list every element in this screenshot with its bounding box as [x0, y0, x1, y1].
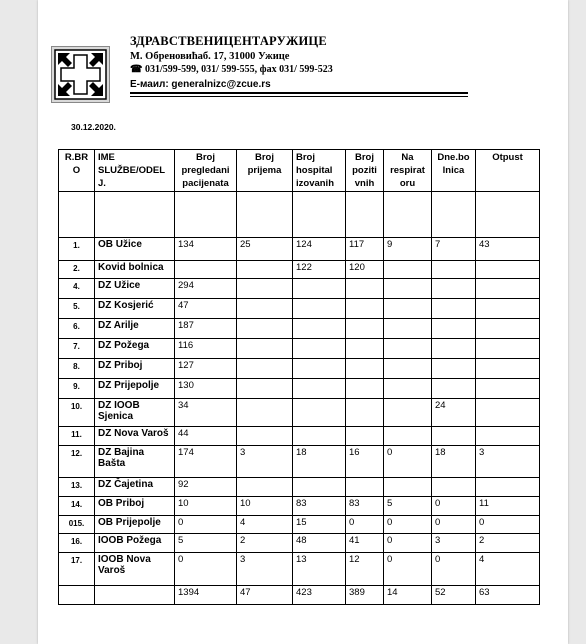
statistics-table [58, 149, 540, 605]
row-name: DZ Bajina Bašta [95, 446, 175, 478]
org-email: Е-маил: generalnizc@zcue.rs [130, 79, 271, 90]
row-value-otp [476, 261, 540, 279]
row-value-preg: 10 [175, 497, 237, 516]
row-name: DZ Prijepolje [95, 379, 175, 399]
col-pozitivni: Broj poziti vnih [346, 150, 384, 192]
row-number: 5. [59, 299, 95, 319]
row-value-resp [384, 279, 432, 299]
row-value-bol [432, 427, 476, 446]
row-value-prij [237, 478, 293, 497]
row-value-poz [346, 299, 384, 319]
table-row [59, 399, 540, 427]
org-name: ЗДРАВСТВЕНИЦЕНТАРУЖИЦЕ [130, 34, 327, 48]
col-rbr: R.BR O [59, 150, 95, 192]
row-value-prij [237, 279, 293, 299]
row-value-resp: 0 [384, 516, 432, 534]
row-number: 1. [59, 238, 95, 261]
row-value-resp [384, 319, 432, 339]
row-value-hosp: 122 [293, 261, 346, 279]
row-value-otp: 11 [476, 497, 540, 516]
total-value-hosp: 423 [293, 586, 346, 605]
row-value-bol [432, 279, 476, 299]
row-value-poz [346, 359, 384, 379]
row-value-prij [237, 399, 293, 427]
row-value-resp [384, 261, 432, 279]
table-row [59, 497, 540, 516]
row-value-hosp: 15 [293, 516, 346, 534]
blank-cell [237, 192, 293, 238]
row-value-otp [476, 478, 540, 497]
total-value-bol: 52 [432, 586, 476, 605]
row-number: 2. [59, 261, 95, 279]
table-row [59, 427, 540, 446]
row-value-hosp: 83 [293, 497, 346, 516]
table-row [59, 261, 540, 279]
row-value-hosp [293, 279, 346, 299]
row-value-hosp: 124 [293, 238, 346, 261]
letterhead [130, 34, 333, 90]
row-name: DZ Kosjerić [95, 299, 175, 319]
row-name: IOOB Požega [95, 534, 175, 553]
blank-cell [175, 192, 237, 238]
row-value-poz [346, 478, 384, 497]
row-value-preg: 174 [175, 446, 237, 478]
row-value-otp [476, 359, 540, 379]
col-name: IME SLUŽBE/ODEL J. [95, 150, 175, 192]
row-value-preg: 294 [175, 279, 237, 299]
table-blank-row [59, 192, 540, 238]
row-value-preg: 34 [175, 399, 237, 427]
row-value-hosp [293, 339, 346, 359]
total-value-prij: 47 [237, 586, 293, 605]
row-value-resp [384, 359, 432, 379]
row-value-resp [384, 478, 432, 497]
row-name: OB Priboj [95, 497, 175, 516]
table-row [59, 339, 540, 359]
row-name: DZ Arilje [95, 319, 175, 339]
total-value-otp: 63 [476, 586, 540, 605]
row-value-hosp [293, 399, 346, 427]
table-row [59, 379, 540, 399]
row-number: 7. [59, 339, 95, 359]
row-value-prij [237, 319, 293, 339]
row-name: IOOB Nova Varoš [95, 553, 175, 586]
table-totals-row [59, 586, 540, 605]
row-value-preg: 92 [175, 478, 237, 497]
row-value-prij: 25 [237, 238, 293, 261]
row-value-prij: 4 [237, 516, 293, 534]
row-value-poz [346, 319, 384, 339]
row-value-poz [346, 279, 384, 299]
table-row [59, 238, 540, 261]
row-value-bol [432, 261, 476, 279]
row-value-otp: 43 [476, 238, 540, 261]
row-value-resp [384, 339, 432, 359]
row-value-prij: 3 [237, 446, 293, 478]
row-number: 14. [59, 497, 95, 516]
table-row [59, 299, 540, 319]
row-value-otp [476, 399, 540, 427]
blank-cell [346, 192, 384, 238]
row-name: Kovid bolnica [95, 261, 175, 279]
row-value-poz [346, 379, 384, 399]
table-header-row [59, 150, 540, 192]
row-value-preg: 0 [175, 516, 237, 534]
row-name: DZ Užice [95, 279, 175, 299]
row-value-resp: 5 [384, 497, 432, 516]
row-value-resp [384, 399, 432, 427]
row-value-otp: 4 [476, 553, 540, 586]
header-rule-thin [130, 96, 468, 97]
row-value-otp: 3 [476, 446, 540, 478]
row-value-otp [476, 339, 540, 359]
row-value-preg: 116 [175, 339, 237, 359]
row-number: 4. [59, 279, 95, 299]
row-value-bol: 3 [432, 534, 476, 553]
row-value-hosp [293, 478, 346, 497]
row-value-bol [432, 319, 476, 339]
row-value-bol: 7 [432, 238, 476, 261]
row-value-otp [476, 299, 540, 319]
row-number: 13. [59, 478, 95, 497]
table-row [59, 446, 540, 478]
row-value-preg: 0 [175, 553, 237, 586]
row-value-hosp [293, 299, 346, 319]
col-pregledani: Broj pregledani pacijenata [175, 150, 237, 192]
row-value-bol [432, 359, 476, 379]
row-value-bol: 0 [432, 497, 476, 516]
row-value-hosp: 13 [293, 553, 346, 586]
row-value-otp [476, 279, 540, 299]
row-value-poz [346, 339, 384, 359]
table-row [59, 534, 540, 553]
blank-cell [476, 192, 540, 238]
total-value-resp: 14 [384, 586, 432, 605]
row-value-prij [237, 379, 293, 399]
row-number: 9. [59, 379, 95, 399]
row-number: 015. [59, 516, 95, 534]
row-number: 8. [59, 359, 95, 379]
blank-cell [293, 192, 346, 238]
row-value-prij: 3 [237, 553, 293, 586]
row-value-otp [476, 319, 540, 339]
row-value-prij [237, 261, 293, 279]
row-value-otp: 0 [476, 516, 540, 534]
row-value-preg: 127 [175, 359, 237, 379]
org-phone: ☎ 031/599-599, 031/ 599-555, фах 031/ 599-523 [130, 64, 333, 75]
row-value-prij [237, 339, 293, 359]
row-value-prij [237, 359, 293, 379]
row-name: DZ Požega [95, 339, 175, 359]
row-value-poz: 16 [346, 446, 384, 478]
row-value-resp [384, 299, 432, 319]
row-name: DZ Nova Varoš [95, 427, 175, 446]
col-hospital: Broj hospital izovanih [293, 150, 346, 192]
row-value-bol: 0 [432, 553, 476, 586]
row-name: OB Užice [95, 238, 175, 261]
col-prijema: Broj prijema [237, 150, 293, 192]
row-value-hosp [293, 319, 346, 339]
col-otpust: Otpust [476, 150, 540, 192]
row-value-bol: 24 [432, 399, 476, 427]
row-value-poz: 41 [346, 534, 384, 553]
row-value-prij: 2 [237, 534, 293, 553]
row-value-poz: 120 [346, 261, 384, 279]
row-value-preg: 130 [175, 379, 237, 399]
org-address: М. Обреновићаб. 17, 31000 Ужице [130, 51, 290, 62]
row-value-resp: 9 [384, 238, 432, 261]
table-row [59, 553, 540, 586]
header-rule-thick [130, 92, 468, 94]
total-value-preg: 1394 [175, 586, 237, 605]
row-name: DZ Čajetina [95, 478, 175, 497]
row-value-preg: 134 [175, 238, 237, 261]
row-value-prij [237, 299, 293, 319]
row-value-prij [237, 427, 293, 446]
row-name: DZ IOOB Sjenica [95, 399, 175, 427]
row-number: 11. [59, 427, 95, 446]
row-value-resp: 0 [384, 534, 432, 553]
row-value-preg: 47 [175, 299, 237, 319]
row-value-resp [384, 427, 432, 446]
row-value-preg [175, 261, 237, 279]
row-value-preg: 44 [175, 427, 237, 446]
table-row [59, 359, 540, 379]
row-number: 6. [59, 319, 95, 339]
row-value-bol: 18 [432, 446, 476, 478]
blank-cell [95, 192, 175, 238]
blank-cell [59, 192, 95, 238]
document-page [38, 0, 568, 644]
row-number: 17. [59, 553, 95, 586]
totals-empty-cell [95, 586, 175, 605]
blank-cell [432, 192, 476, 238]
blank-cell [384, 192, 432, 238]
row-value-otp [476, 379, 540, 399]
row-value-resp: 0 [384, 553, 432, 586]
row-value-hosp [293, 359, 346, 379]
row-name: DZ Priboj [95, 359, 175, 379]
row-number: 10. [59, 399, 95, 427]
row-value-hosp [293, 379, 346, 399]
table-row [59, 478, 540, 497]
row-value-poz [346, 399, 384, 427]
row-number: 16. [59, 534, 95, 553]
totals-empty-cell [59, 586, 95, 605]
row-value-poz [346, 427, 384, 446]
table-row [59, 279, 540, 299]
row-value-hosp: 18 [293, 446, 346, 478]
row-value-resp [384, 379, 432, 399]
row-value-poz: 83 [346, 497, 384, 516]
col-bolnica: Dne.bo lnica [432, 150, 476, 192]
medical-cross-arrows-icon [51, 46, 110, 103]
row-value-bol [432, 339, 476, 359]
row-value-otp [476, 427, 540, 446]
row-value-hosp: 48 [293, 534, 346, 553]
row-value-hosp [293, 427, 346, 446]
row-value-preg: 5 [175, 534, 237, 553]
report-date: 30.12.2020. [71, 122, 116, 132]
row-value-bol [432, 379, 476, 399]
row-value-resp: 0 [384, 446, 432, 478]
table-row [59, 319, 540, 339]
row-value-prij: 10 [237, 497, 293, 516]
row-value-preg: 187 [175, 319, 237, 339]
row-value-bol [432, 299, 476, 319]
row-value-poz: 0 [346, 516, 384, 534]
col-respirator: Na respirat oru [384, 150, 432, 192]
total-value-poz: 389 [346, 586, 384, 605]
row-number: 12. [59, 446, 95, 478]
row-value-bol [432, 478, 476, 497]
row-value-poz: 117 [346, 238, 384, 261]
row-name: OB Prijepolje [95, 516, 175, 534]
row-value-bol: 0 [432, 516, 476, 534]
row-value-otp: 2 [476, 534, 540, 553]
row-value-poz: 12 [346, 553, 384, 586]
table-row [59, 516, 540, 534]
